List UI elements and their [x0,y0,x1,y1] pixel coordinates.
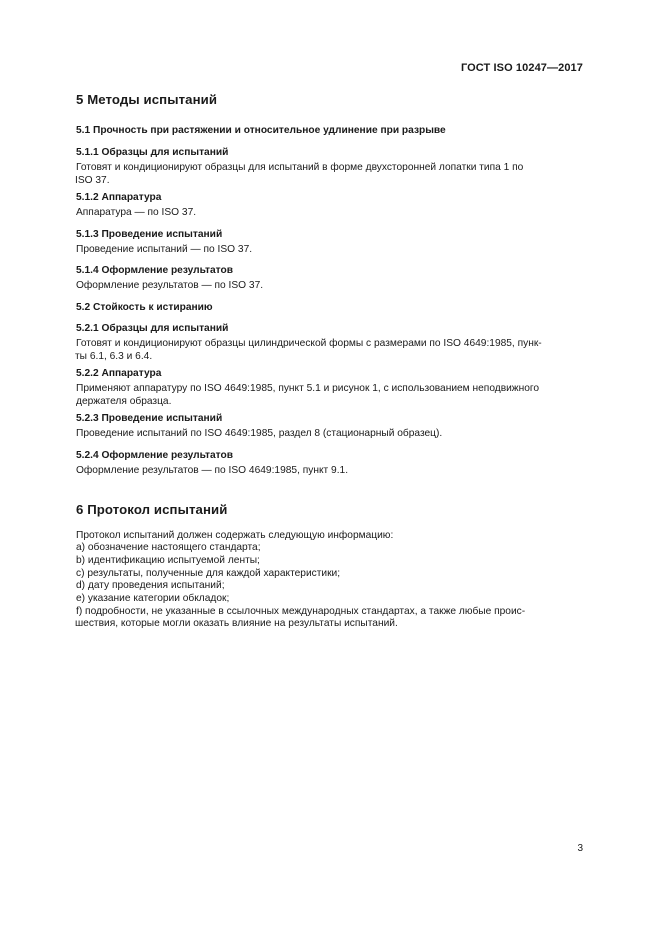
section-5-1-1-text [76,162,584,187]
section-5-2-1-text [76,338,584,363]
section-5-2-2-title: 5.2.2 Аппаратура [76,368,162,380]
paragraph-line: держателя образца. [76,395,172,407]
page-number: 3 [577,843,583,854]
list-item: c) результаты, полученные для каждой характеристики; [76,567,341,579]
section-5-2-4-text: Оформление результатов — по ISO 4649:1985, пункт 9.1. [76,464,349,476]
list-item: f) подробности, не указанные в ссылочных международных стандартах, а также любые проис- [76,605,526,617]
paragraph-line: Применяют аппаратуру по ISO 4649:1985, пункт 5.1 и рисунок 1, с использованием неподвижного [76,383,540,395]
section-5-2-2-text [76,383,584,408]
paragraph-line: ISO 37. [75,174,110,186]
paragraph-line: Готовят и кондиционируют образцы цилиндрической формы с размерами по ISO 4649:1985, пунк- [76,337,542,349]
section-5-1-2-title: 5.1.2 Аппаратура [76,192,162,204]
section-5-1-1-title: 5.1.1 Образцы для испытаний [76,147,229,158]
protocol-intro: Протокол испытаний должен содержать следующую информацию: [76,529,394,541]
section-5-1-4-text: Оформление результатов — по ISO 37. [76,280,264,292]
list-item: а) обозначение настоящего стандарта; [76,542,261,554]
list-item-continuation: шествия, которые могли оказать влияние на результаты испытаний. [75,618,398,630]
document-code: ГОСТ ISO 10247—2017 [460,62,583,74]
paragraph-line: Готовят и кондиционируют образцы для испытаний в форме двухсторонней лопатки типа 1 по [76,162,524,173]
document-body [76,92,584,631]
section-5-2-title: 5.2 Стойкость к истиранию [76,301,213,313]
section-5-2-1-title: 5.2.1 Образцы для испытаний [76,322,229,334]
list-item: e) указание категории обкладок; [76,593,230,605]
section-5-2-4-title: 5.2.4 Оформление результатов [76,449,234,461]
section-5-1-2-text: Аппаратура — по ISO 37. [76,207,197,219]
section-5-1-4-title: 5.1.4 Оформление результатов [76,265,234,277]
section-5-2-3-title: 5.2.3 Проведение испытаний [76,413,223,425]
paragraph-line: ты 6.1, 6.3 и 6.4. [75,350,153,362]
section-6-title: 6 Протокол испытаний [76,501,228,517]
section-5-1-3-title: 5.1.3 Проведение испытаний [76,228,223,240]
protocol-list [76,542,584,631]
section-5-2-3-text: Проведение испытаний по ISO 4649:1985, раздел 8 (стационарный образец). [76,428,443,440]
list-item: d) дату проведения испытаний; [76,580,225,592]
list-item: b) идентификацию испытуемой ленты; [76,554,260,566]
section-5-title: 5 Методы испытаний [76,92,218,107]
section-5-1-3-text: Проведение испытаний — по ISO 37. [76,243,253,255]
section-5-1-title: 5.1 Прочность при растяжении и относительное удлинение при разрыве [76,125,446,136]
